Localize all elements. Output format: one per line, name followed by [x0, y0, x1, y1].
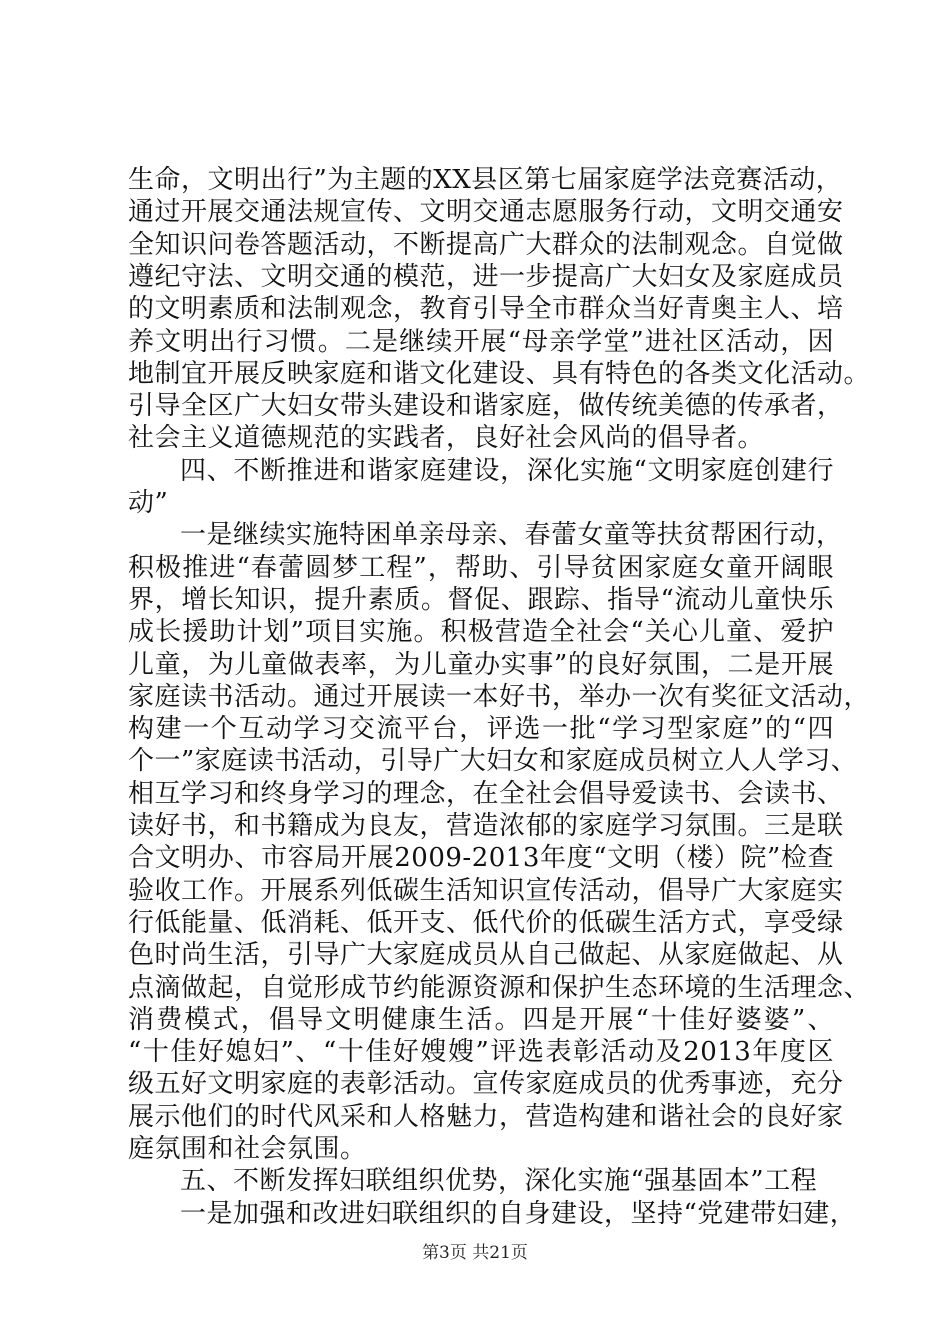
- text-line: 生命，文明出行”为主题的XX县区第七届家庭学法竞赛活动，: [128, 165, 843, 195]
- text-line: 一是加强和改进妇联组织的自身建设，坚持“党建带妇建，: [180, 1198, 857, 1229]
- text-line: 地制宜开展反映家庭和谐文化建设、具有特色的各类文化活动。: [128, 358, 871, 389]
- section-heading: 五、不断发挥妇联组织优势，深化实施“强基固本”工程: [180, 1166, 818, 1197]
- text-line: 界，增长知识，提升素质。督促、跟踪、指导“流动儿童快乐: [128, 584, 834, 615]
- text-line: 行低能量、低消耗、低开支、低代价的低碳生活方式，享受绿: [128, 907, 844, 938]
- text-line: 构建一个互动学习交流平台，评选一批“学习型家庭”的“四: [128, 714, 834, 745]
- text-line: 级五好文明家庭的表彰活动。宣传家庭成员的优秀事迹，充分: [128, 1069, 844, 1100]
- text-line: 全知识问卷答题活动，不断提高广大群众的法制观念。自觉做: [128, 229, 844, 260]
- text-line: 个一”家庭读书活动，引导广大妇女和家庭成员树立人人学习、: [128, 746, 858, 777]
- text-line: 相互学习和终身学习的理念，在全社会倡导爱读书、会读书、: [128, 778, 844, 809]
- text-line: 动”: [128, 488, 169, 518]
- section-heading: 四、不断推进和谐家庭建设，深化实施“文明家庭创建行: [180, 455, 834, 486]
- text-line: 养文明出行习惯。二是继续开展“母亲学堂”进社区活动，因: [128, 326, 834, 357]
- text-line: 验收工作。开展系列低碳生活知识宣传活动，倡导广大家庭实: [128, 875, 844, 906]
- text-line: 合文明办、市容局开展2009-2013年度“文明（楼）院”检查: [128, 843, 834, 874]
- text-line: 社会主义道德规范的实践者，良好社会风尚的倡导者。: [128, 423, 765, 454]
- text-line: 庭氛围和社会氛围。: [128, 1134, 367, 1164]
- text-line: 色时尚生活，引导广大家庭成员从自己做起、从家庭做起、从: [128, 940, 844, 971]
- page-footer: 第3页 共21页: [422, 1243, 528, 1263]
- text-line: 引导全区广大妇女带头建设和谐家庭，做传统美德的传承者，: [128, 391, 844, 422]
- text-line: “十佳好媳妇”、“十佳好嫂嫂”评选表彰活动及2013年度区: [128, 1037, 834, 1068]
- text-line: 遵纪守法、文明交通的模范，进一步提高广大妇女及家庭成员: [128, 261, 844, 292]
- text-line: 儿童，为儿童做表率，为儿童办实事”的良好氛围，二是开展: [128, 649, 834, 680]
- text-line: 家庭读书活动。通过开展读一本好书，举办一次有奖征文活动，: [128, 681, 871, 712]
- text-line: 的文明素质和法制观念，教育引导全市群众当好青奥主人、培: [128, 294, 844, 325]
- text-line: 消费模式，倡导文明健康生活。四是开展“十佳好婆婆”、: [128, 1004, 834, 1035]
- text-line: 一是继续实施特困单亲母亲、春蕾女童等扶贫帮困行动，: [180, 520, 843, 551]
- text-line: 通过开展交通法规宣传、文明交通志愿服务行动，文明交通安: [128, 197, 844, 228]
- text-line: 成长援助计划”项目实施。积极营造全社会“关心儿童、爱护: [128, 617, 834, 648]
- text-line: 点滴做起，自觉形成节约能源资源和保护生态环境的生活理念、: [128, 972, 871, 1003]
- text-line: 读好书，和书籍成为良友，营造浓郁的家庭学习氛围。三是联: [128, 811, 844, 841]
- text-line: 展示他们的时代风采和人格魅力，营造构建和谐社会的良好家: [128, 1101, 844, 1132]
- text-line: 积极推进“春蕾圆梦工程”，帮助、引导贫困家庭女童开阔眼: [128, 552, 834, 583]
